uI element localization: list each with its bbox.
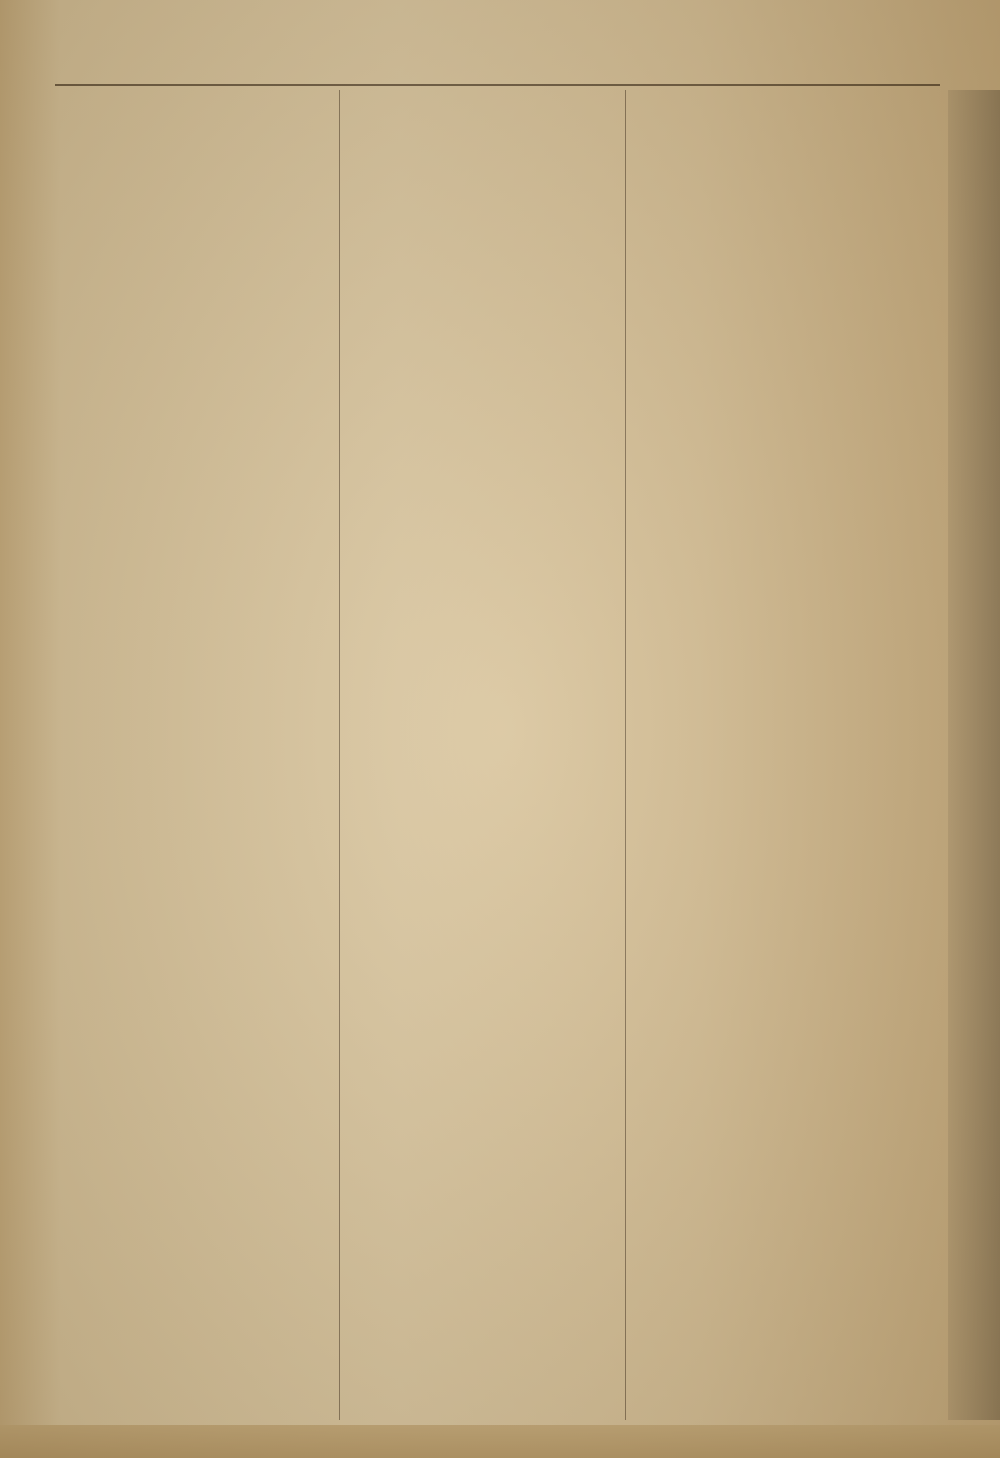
column-1: [60, 90, 335, 1420]
page-bottom-fold: [0, 1425, 1000, 1458]
column-2: [345, 90, 620, 1420]
header-rule: [55, 84, 940, 86]
archive-stamp-bottom: [2, 1385, 16, 1455]
archive-stamp-top: [2, 6, 16, 96]
mirrored-show-through-header: [0, 40, 1000, 82]
column-separator: [339, 90, 340, 1420]
column-separator: [625, 90, 626, 1420]
adjacent-page-edge: [948, 90, 1000, 1420]
column-3: [630, 90, 935, 1420]
